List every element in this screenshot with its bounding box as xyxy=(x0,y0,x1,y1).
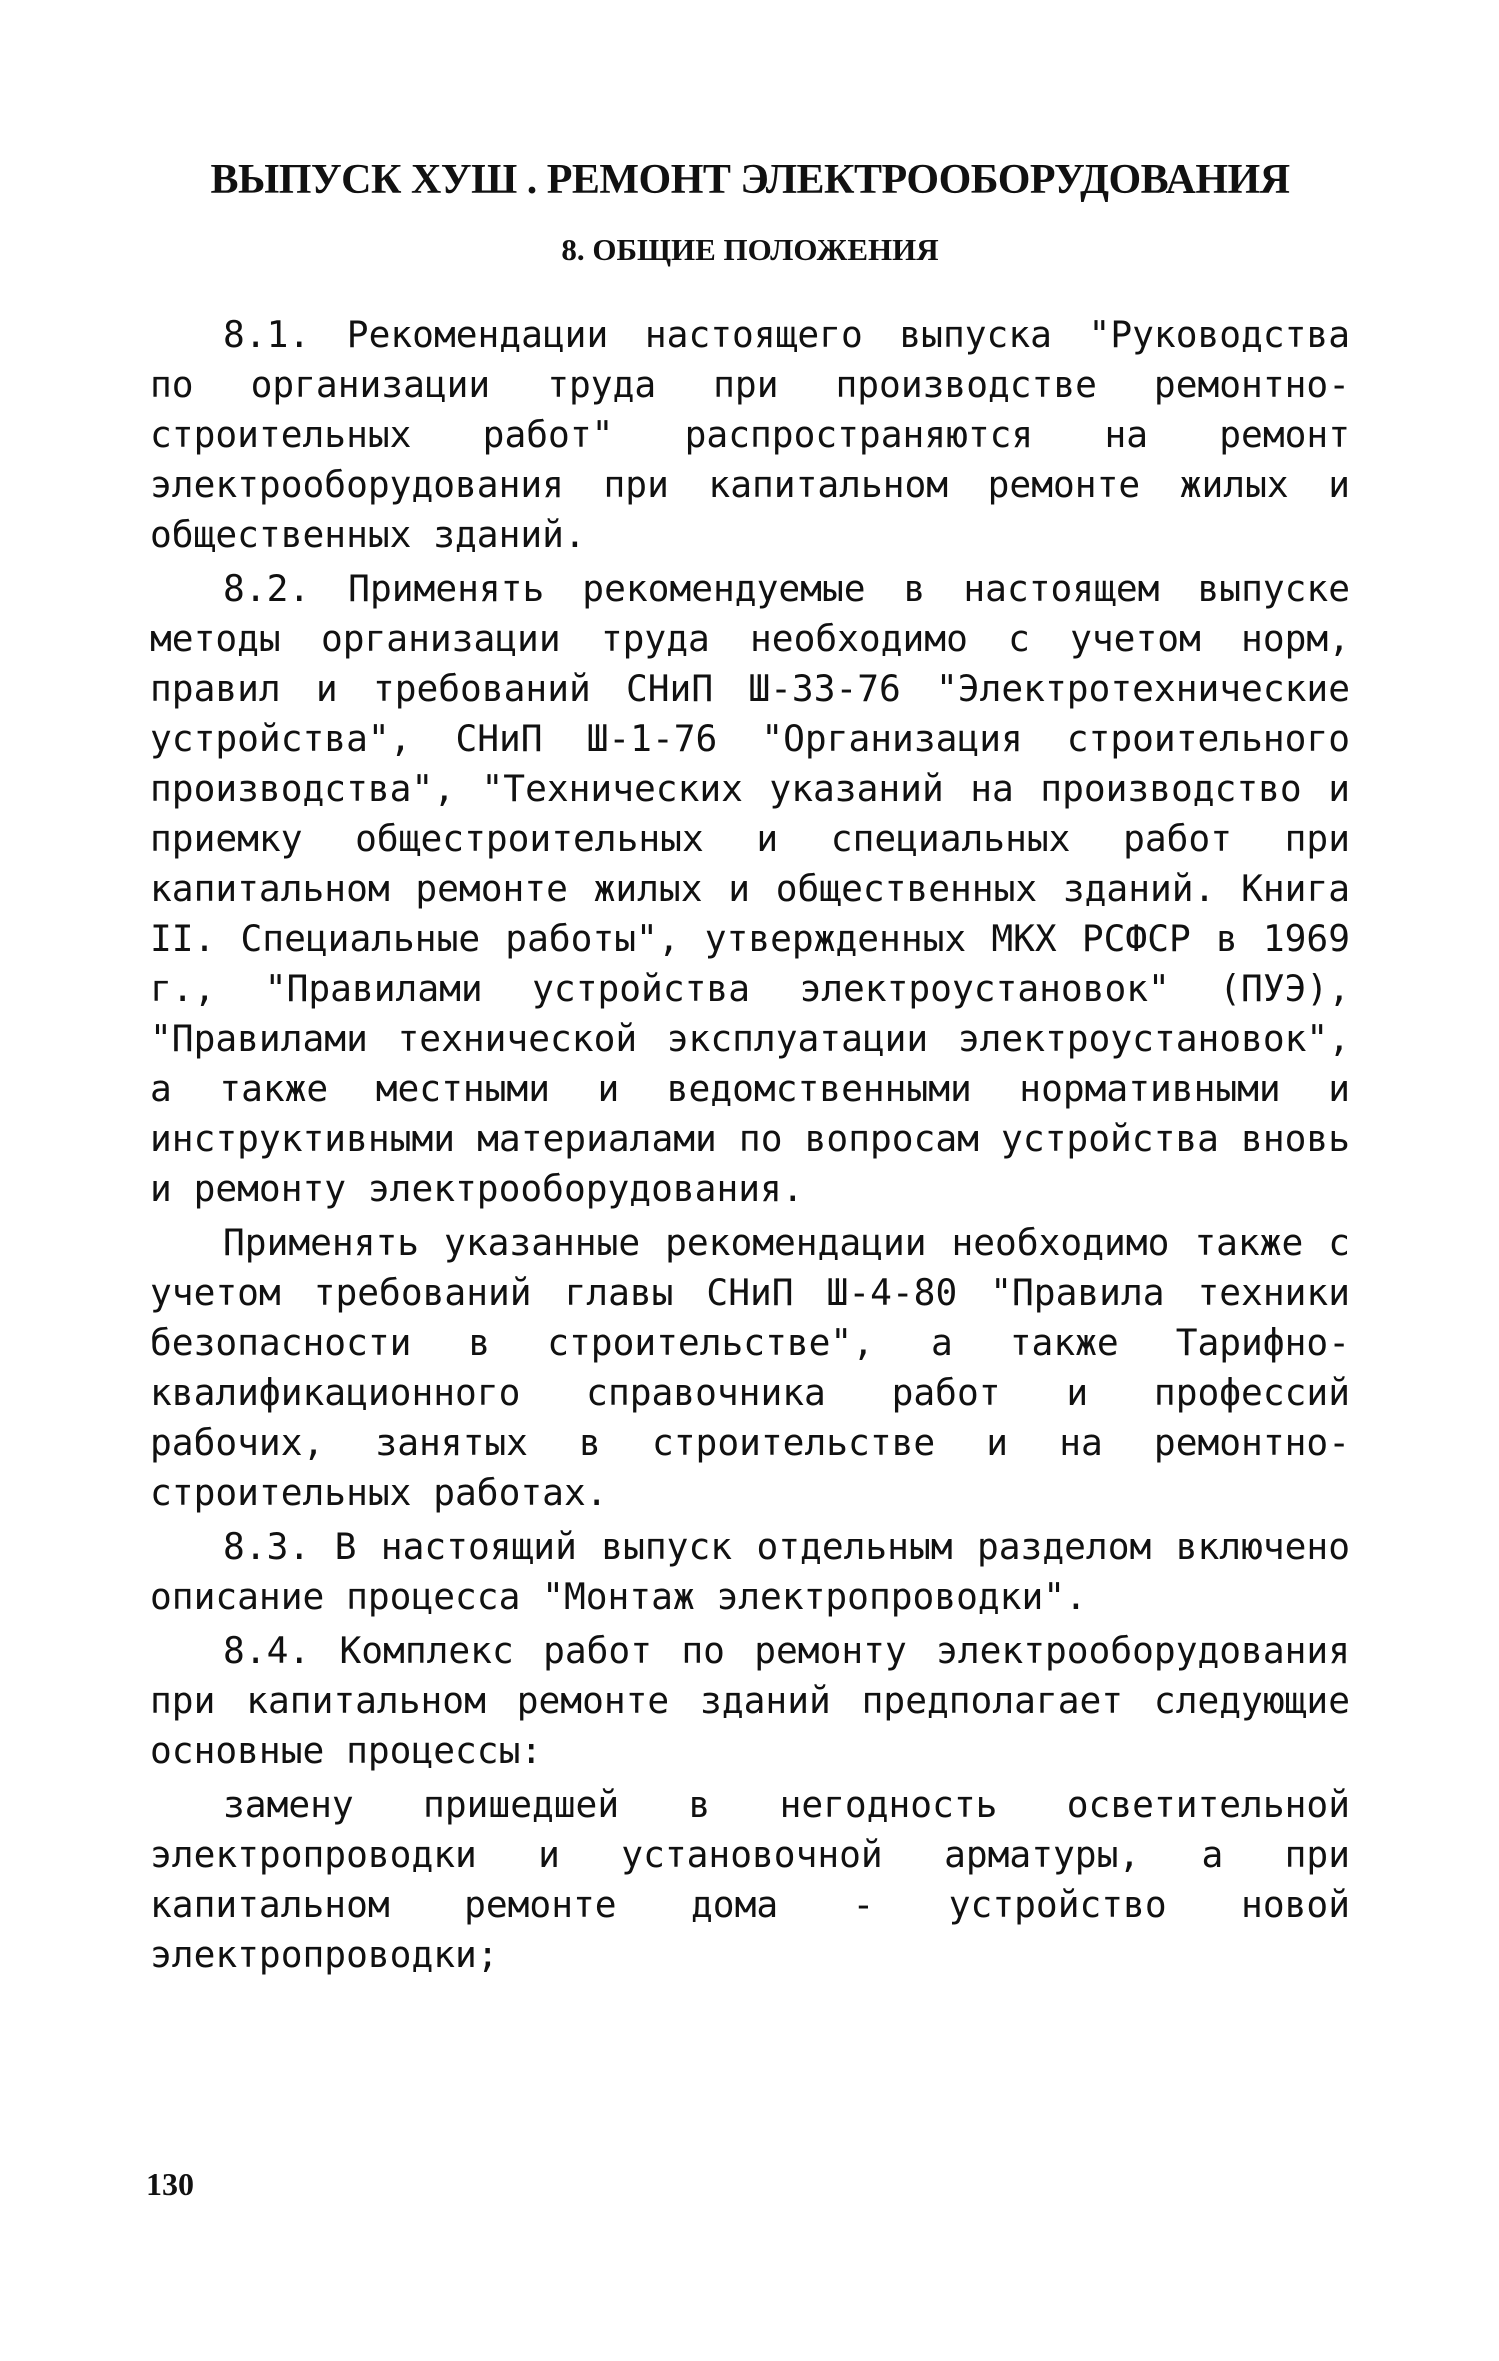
paragraph-8-2: 8.2. Применять рекомендуемые в настоящем выпуске методы организации труда необходимо с учетом норм, правил и требований СНиП Ш-33-76 "Электротехнические устройства", СНиП Ш-1-76 "Организация строительного производства", "Технических указаний на производство и приемку общестроительных и специальных работ при капитальном ремонте жилых и общественных зданий. Книга II. Специальные работы", утвержденных МКХ РСФСР в 1969 г., "Правилами устройства электроустановок" (ПУЭ), "Правилами технической эксплуатации электроустановок", а также местными и ведомственными нормативными и инструктивными материалами по вопросам устройства вновь и ремонту электрооборудования. xyxy=(150,567,1350,1210)
page-header xyxy=(150,150,1350,272)
paragraph-8-4: 8.4. Комплекс работ по ремонту электрооборудования при капитальном ремонте зданий предполагает следующие основные процессы: xyxy=(150,1629,1350,1772)
paragraph-8-1: 8.1. Рекомендации настоящего выпуска "Руководства по организации труда при производстве ремонтно-строительных работ" распространяются на ремонт электрооборудования при капитальном ремонте жилых и общественных зданий. xyxy=(150,313,1350,556)
section-title: 8. ОБЩИЕ ПОЛОЖЕНИЯ xyxy=(561,232,939,267)
page-number: 130 xyxy=(146,2166,194,2202)
paragraph-8-3: 8.3. В настоящий выпуск отдельным разделом включено описание процесса "Монтаж электропроводки". xyxy=(150,1525,1350,1618)
body-text xyxy=(150,310,1350,1980)
document-page xyxy=(150,150,1350,1980)
paragraph-apply-recommendations: Применять указанные рекомендации необходимо также с учетом требований главы СНиП Ш-4-80 "Правила техники безопасности в строительстве", а также Тарифно-квалификационного справочника работ и профессий рабочих, занятых в строительстве и на ремонтно-строительных работах. xyxy=(150,1221,1350,1514)
paragraph-wiring-replacement: замену пришедшей в негодность осветительной электропроводки и установочной арматуры, а при капитальном ремонте дома - устройство новой электропроводки; xyxy=(150,1783,1350,1976)
issue-title: ВЫПУСК XУШ . РЕМОНТ ЭЛЕКТРООБОРУДОВАНИЯ xyxy=(210,157,1290,203)
